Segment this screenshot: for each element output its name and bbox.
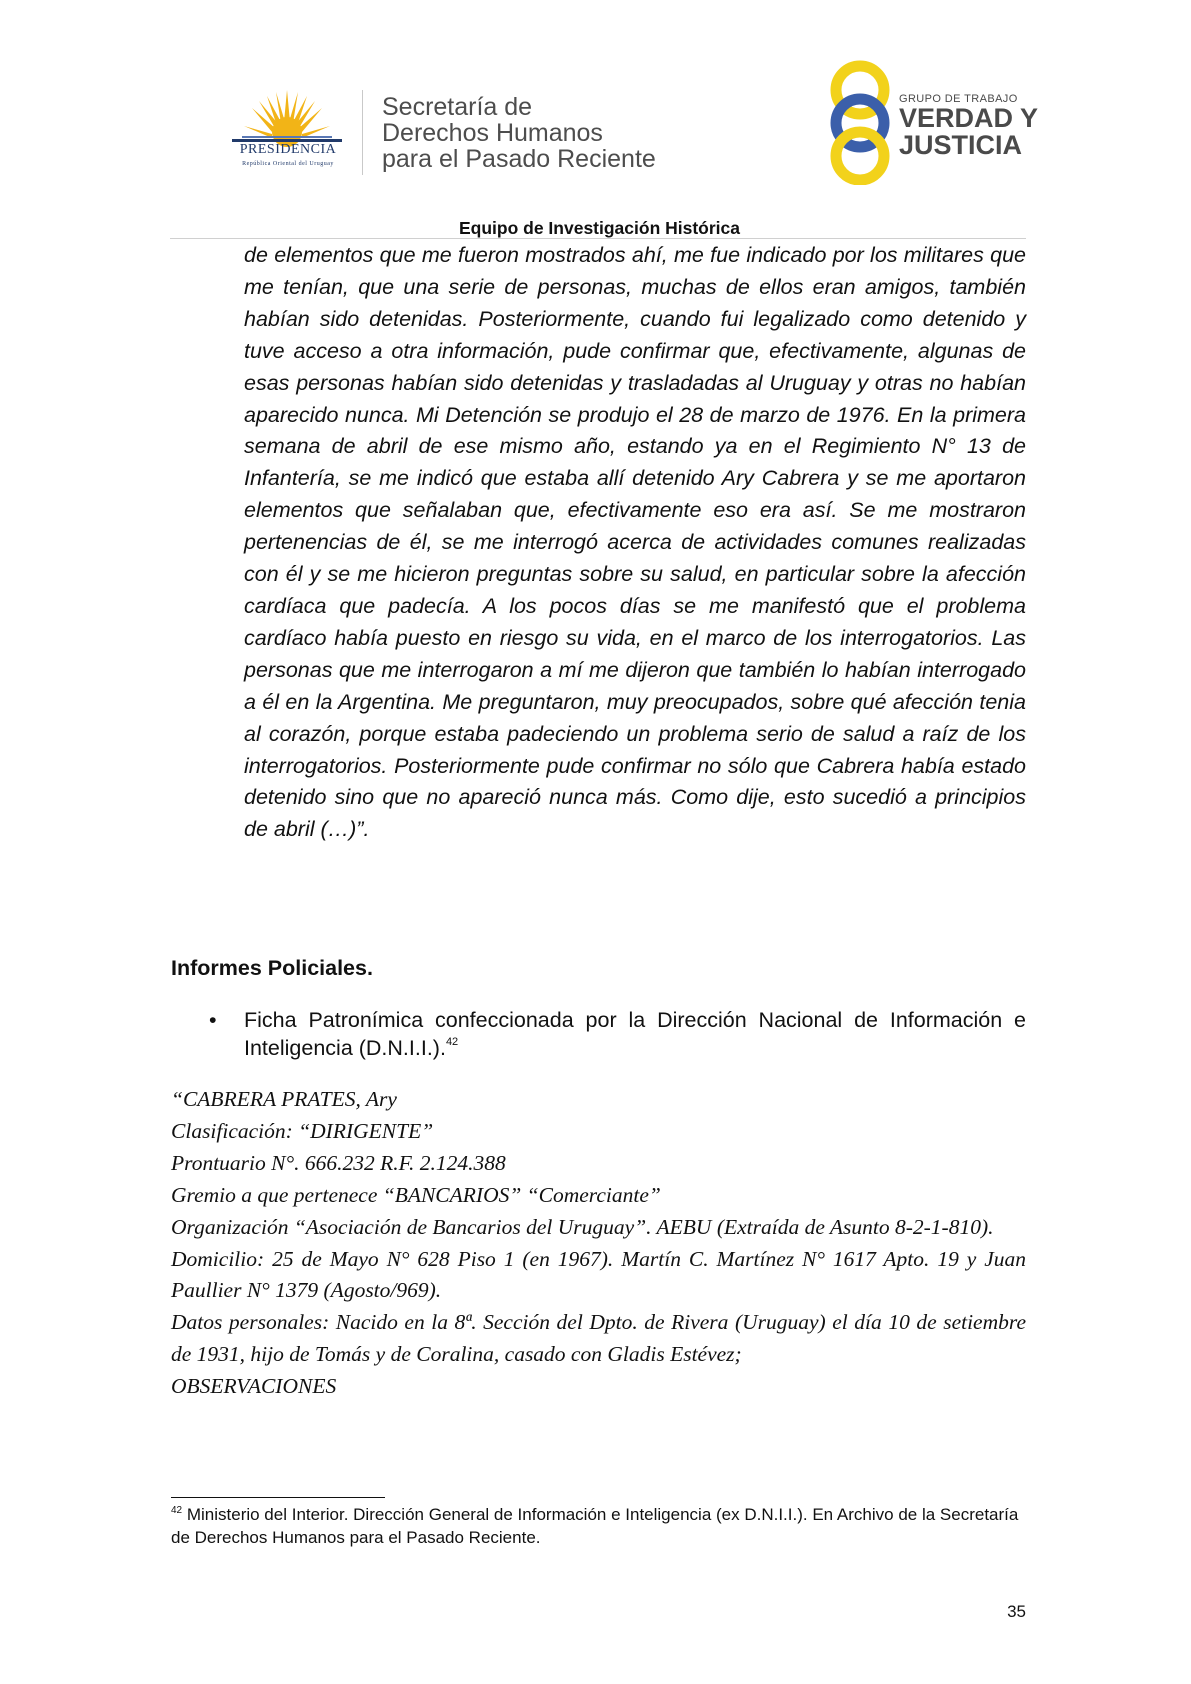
ficha-line: Datos personales: Nacido en la 8ª. Sección del Dpto. de Rivera (Uruguay) el día 10 de setiembre de 1931, hijo de Tomás y de Coralina, casado con Gladis Estévez;	[171, 1310, 1026, 1367]
footnote	[171, 1503, 1026, 1549]
presidencia-wordmark: PRESIDENCIA	[239, 142, 337, 157]
ficha-line: Clasificación: “DIRIGENTE”	[171, 1118, 434, 1143]
ficha-line: Organización “Asociación de Bancarios del Uruguay”. AEBU (Extraída de Asunto 8-2-1-810).	[171, 1214, 994, 1239]
gtvj-small-text: GRUPO DE TRABAJO	[899, 93, 1018, 105]
testimony-quote	[244, 240, 1026, 846]
footnote-text: Ministerio del Interior. Dirección General de Información e Inteligencia (ex D.N.I.I.). En Archivo de la Secretaría de Derechos Humanos para el Pasado Reciente.	[171, 1505, 1019, 1547]
verdad-justicia-wordmark	[899, 93, 1038, 159]
bullet-text	[244, 1006, 1026, 1062]
page-number: 35	[1007, 1602, 1026, 1621]
presidencia-subtext: República Oriental del Uruguay	[242, 161, 334, 167]
gtvj-line-2: JUSTICIA	[899, 130, 1023, 160]
team-heading	[0, 218, 1191, 239]
verdad-justicia-rings-logo	[820, 60, 900, 185]
secretaria-wordmark	[382, 94, 656, 172]
ficha-line: Domicilio: 25 de Mayo N° 628 Piso 1 (en 1967). Martín C. Martínez N° 1617 Apto. 19 y Juan Paullier N° 1379 (Agosto/969).	[171, 1246, 1026, 1303]
header-rule	[170, 238, 1026, 239]
ficha-line: OBSERVACIONES	[171, 1374, 337, 1399]
team-heading-text: Equipo de Investigación Histórica	[458, 218, 741, 238]
bullet-text-content: Ficha Patronímica confeccionada por la Dirección Nacional de Información e Inteligencia (D.N.I.I.).	[244, 1008, 1026, 1060]
secretaria-line-1: Secretaría de	[382, 93, 533, 121]
section-heading: Informes Policiales.	[171, 956, 373, 980]
gtvj-line-1: VERDAD Y	[899, 103, 1039, 133]
secretaria-line-2: Derechos Humanos	[382, 119, 603, 147]
footnote-number: 42	[171, 1505, 183, 1516]
ficha-record	[171, 1084, 1026, 1403]
footnote-separator	[171, 1497, 385, 1498]
header-divider	[362, 90, 363, 175]
ficha-line: Gremio a que pertenece “BANCARIOS” “Comerciante”	[171, 1182, 661, 1207]
bullet-marker: •	[209, 1008, 217, 1032]
testimony-paragraph: de elementos que me fueron mostrados ahí, me fue indicado por los militares que me tenían, que una serie de personas, muchas de ellos eran amigos, también habían sido detenidas. Posteriormente, cuando fui legalizado como detenido y tuve acceso a otra información, pude confirmar que, efectivamente, algunas de esas personas habían sido detenidas y trasladadas al Uruguay y otras no habían aparecido nunca. Mi Detención se produjo el 28 de marzo de 1976. En la primera semana de abril de ese mismo año, estando ya en el Regimiento N° 13 de Infantería, se me indicó que estaba allí detenido Ary Cabrera y se me aportaron elementos que señalaban que, efectivamente eso era así. Se me mostraron pertenencias de él, se me interrogó acerca de actividades comunes realizadas con él y se me hicieron preguntas sobre su salud, en particular sobre la afección cardíaca que padecía. A los pocos días se me manifestó que el problema cardíaco había puesto en riesgo su vida, en el marco de los interrogatorios. Las personas que me interrogaron a mí me dijeron que también lo habían interrogado a él en la Argentina. Me preguntaron, muy preocupados, sobre qué afección tenia al corazón, porque estaba padeciendo un problema serio de salud a raíz de los interrogatorios. Posteriormente pude confirmar no sólo que Cabrera había estado detenido sino que no apareció nunca más. Como dije, esto sucedió a principios de abril (…)”.	[244, 243, 1026, 842]
ficha-line: “CABRERA PRATES, Ary	[171, 1087, 397, 1111]
secretaria-line-3: para el Pasado Reciente	[382, 145, 656, 173]
footnote-reference: 42	[445, 1036, 459, 1048]
ficha-line: Prontuario N°. 666.232 R.F. 2.124.388	[171, 1150, 506, 1175]
bullet-item	[209, 1006, 1026, 1062]
